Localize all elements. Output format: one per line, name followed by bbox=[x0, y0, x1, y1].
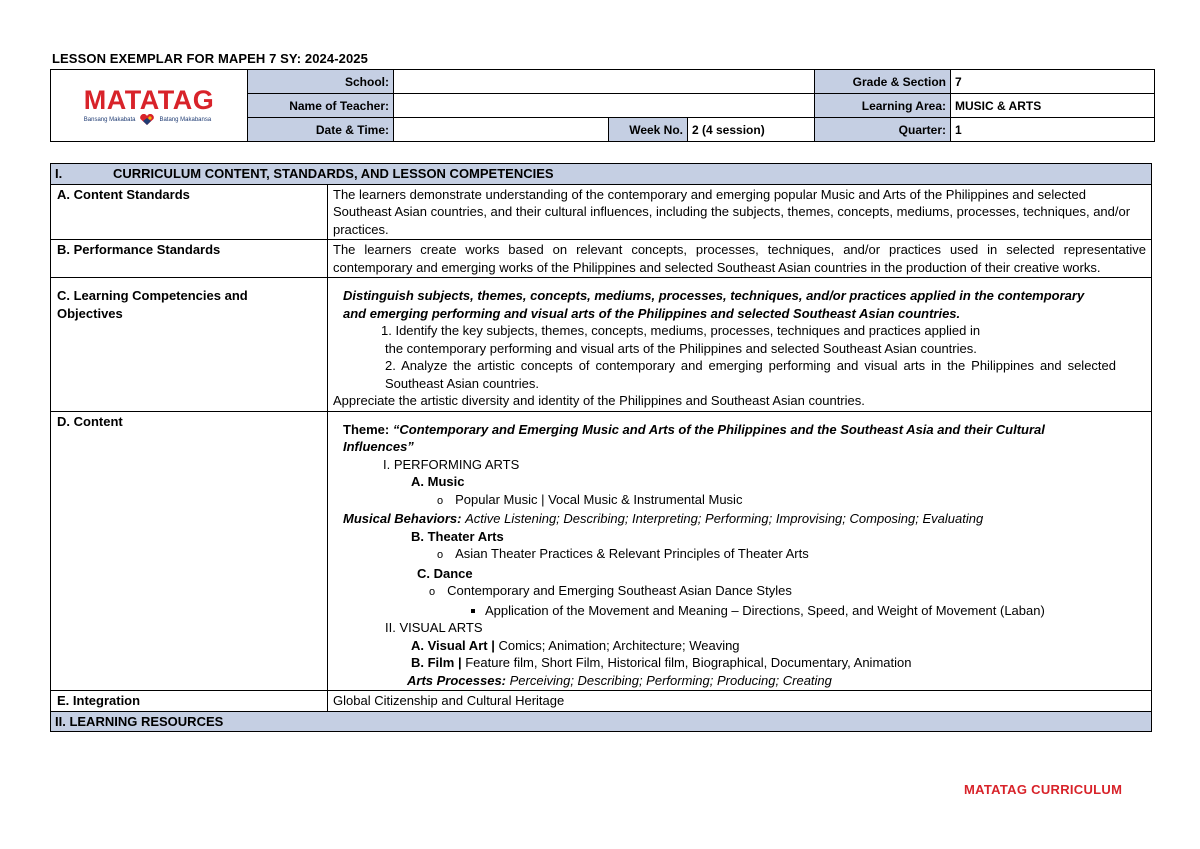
film-text: Feature film, Short Film, Historical film, Biographical, Documentary, Animation bbox=[465, 655, 912, 670]
arts-processes-text: Perceiving; Describing; Performing; Producing; Creating bbox=[509, 672, 832, 688]
quarter-label: Quarter: bbox=[815, 118, 951, 142]
bullet-icon: o bbox=[429, 586, 436, 598]
objective-1-line2: the contemporary performing and visual arts of the Philippines and selected Southeast Asian countries. bbox=[385, 340, 977, 356]
square-bullet-icon bbox=[471, 609, 475, 613]
week-label: Week No. bbox=[609, 118, 688, 142]
competencies-label-text: C. Learning Competencies and Objectives bbox=[57, 288, 248, 321]
section-2-header: II. LEARNING RESOURCES bbox=[51, 711, 1152, 732]
heart-icon bbox=[139, 114, 155, 126]
content-standards-label: A. Content Standards bbox=[51, 184, 328, 240]
bullet-icon: o bbox=[437, 494, 444, 507]
theme-label: Theme: bbox=[343, 421, 390, 437]
grade-section-field[interactable]: 7 bbox=[951, 70, 1155, 94]
week-field[interactable]: 2 (4 session) bbox=[688, 118, 815, 142]
music-heading: A. Music bbox=[411, 474, 465, 489]
grade-section-label: Grade & Section bbox=[815, 70, 951, 94]
theater-heading: B. Theater Arts bbox=[411, 528, 504, 544]
visual-art-text: Comics; Animation; Architecture; Weaving bbox=[498, 637, 740, 653]
dance-subitem: Application of the Movement and Meaning – Directions, Speed, and Weight of Movement (Laban) bbox=[485, 602, 1045, 618]
appreciate-objective: Appreciate the artistic diversity and identity of the Philippines and Southeast Asian countries. bbox=[333, 393, 865, 408]
objective-1-line1: Identify the key subjects, themes, concepts, mediums, processes, techniques and practices applied in bbox=[395, 323, 981, 338]
document-title: LESSON EXEMPLAR FOR MAPEH 7 SY: 2024-2025 bbox=[52, 51, 368, 66]
section-1-number: I. bbox=[55, 166, 63, 181]
logo-tagline-left: Bansang Makabata bbox=[83, 116, 136, 123]
integration-text: Global Citizenship and Cultural Heritage bbox=[328, 691, 1152, 712]
school-field[interactable] bbox=[394, 70, 815, 94]
logo-word: MATATAG bbox=[83, 84, 215, 115]
performance-standards-label: B. Performance Standards bbox=[51, 240, 328, 278]
school-label: School: bbox=[248, 70, 394, 94]
dance-heading: C. Dance bbox=[417, 565, 473, 581]
music-item: Popular Music | Vocal Music & Instrumental Music bbox=[455, 491, 743, 507]
musical-behaviors-label: Musical Behaviors: bbox=[343, 511, 462, 526]
footer-curriculum: MATATAG CURRICULUM bbox=[964, 782, 1123, 797]
learning-area-label: Learning Area: bbox=[815, 94, 951, 118]
matatag-logo bbox=[84, 86, 214, 126]
musical-behaviors-text: Active Listening; Describing; Interpreting; Performing; Improvising; Composing; Evaluating bbox=[465, 511, 984, 526]
lesson-table bbox=[50, 163, 1152, 732]
integration-label: E. Integration bbox=[51, 691, 328, 712]
performance-standards-text: The learners create works based on relevant concepts, processes, techniques, and/or practices used in selected representative contemporary and emerging works of the Philippines and selected Southeast Asian countries in the production of their creative works. bbox=[328, 240, 1152, 278]
content-label: D. Content bbox=[51, 411, 328, 691]
date-time-label: Date & Time: bbox=[248, 118, 394, 142]
content-standards-text: The learners demonstrate understanding of the contemporary and emerging popular Music and Arts of the Philippines and selected Southeast Asian countries, and their cultural influences, including the subjects, themes, concepts, mediums, processes, techniques, and/or practices. bbox=[328, 184, 1152, 240]
film-label: B. Film | bbox=[411, 655, 462, 670]
section-1-title: CURRICULUM CONTENT, STANDARDS, AND LESSON COMPETENCIES bbox=[113, 166, 554, 181]
objective-2-text: Analyze the artistic concepts of contemporary and emerging performing and visual arts in the Philippines and selected Southeast Asian countries. bbox=[385, 358, 1116, 391]
objective-1-number: 1. bbox=[381, 323, 392, 338]
bullet-icon: o bbox=[437, 549, 444, 561]
objective-2-number: 2. bbox=[385, 358, 396, 373]
performing-arts-heading: I. PERFORMING ARTS bbox=[383, 456, 520, 472]
section-1-header bbox=[51, 164, 1152, 185]
visual-art-label: A. Visual Art | bbox=[411, 637, 495, 653]
logo-cell bbox=[51, 70, 248, 142]
teacher-field[interactable] bbox=[394, 94, 815, 118]
header-table bbox=[50, 69, 1155, 142]
competency-main: Distinguish subjects, themes, concepts, mediums, processes, techniques, and/or practices applied in the contemporary and emerging performing and visual arts of the Philippines and selected Southeast Asian countries. bbox=[343, 288, 1085, 321]
competencies-cell bbox=[328, 278, 1152, 412]
teacher-label: Name of Teacher: bbox=[248, 94, 394, 118]
theme-text: “Contemporary and Emerging Music and Arts of the Philippines and the Southeast Asia and their Cultural Influences” bbox=[343, 421, 1045, 454]
learning-area-field[interactable]: MUSIC & ARTS bbox=[951, 94, 1155, 118]
date-time-field[interactable] bbox=[394, 118, 609, 142]
visual-arts-heading: II. VISUAL ARTS bbox=[385, 620, 483, 635]
logo-tagline-right: Batang Makabansa bbox=[159, 116, 212, 123]
content-cell bbox=[328, 411, 1152, 691]
dance-item: Contemporary and Emerging Southeast Asian Dance Styles bbox=[447, 583, 792, 598]
theater-item: Asian Theater Practices & Relevant Principles of Theater Arts bbox=[455, 546, 809, 561]
quarter-field[interactable]: 1 bbox=[951, 118, 1155, 142]
arts-processes-label: Arts Processes: bbox=[407, 672, 506, 688]
competencies-label bbox=[51, 278, 328, 412]
